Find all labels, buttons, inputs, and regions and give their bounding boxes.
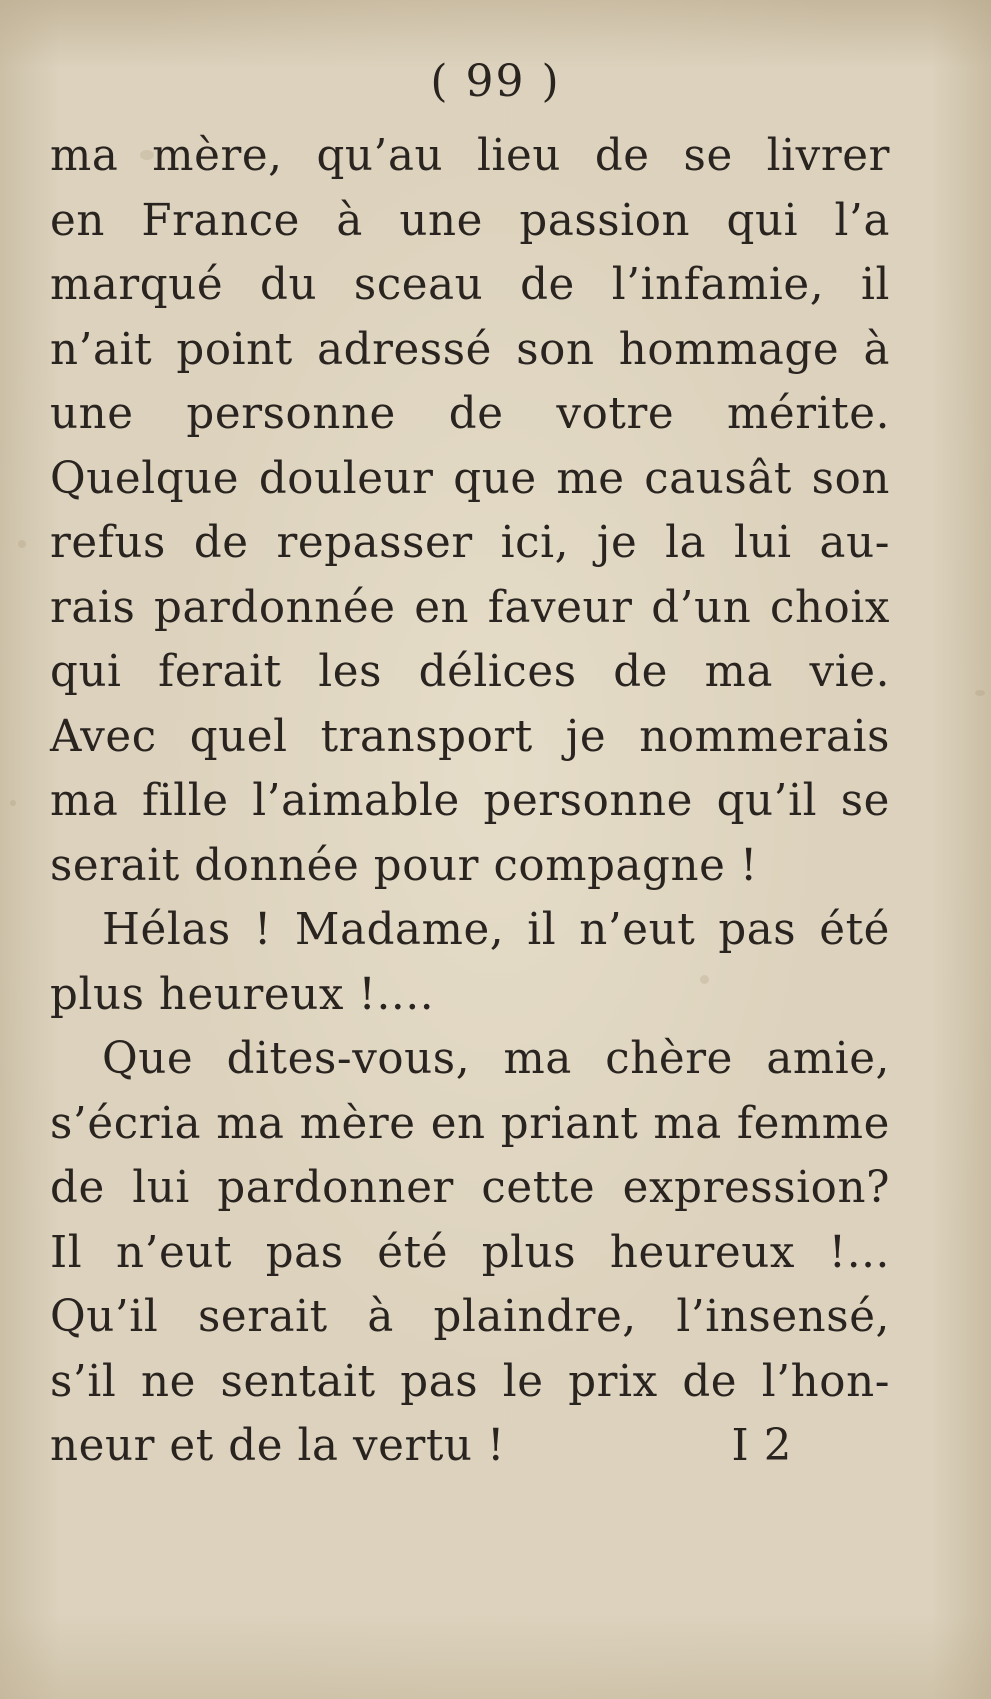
- text-line: s’il ne sentait pas le prix de l’hon-: [50, 1356, 890, 1407]
- text-line: qui ferait les délices de ma vie.: [50, 647, 890, 697]
- text-line: en France à une passion qui l’a: [50, 195, 890, 246]
- text-line: serait donnée pour compagne !: [50, 840, 758, 891]
- text-line: s’écria ma mère en priant ma femme: [50, 1098, 890, 1149]
- page-number-header: ( 99 ): [430, 56, 561, 107]
- foxing-spot: [975, 690, 985, 696]
- foxing-spot: [18, 540, 26, 548]
- text-line: Hélas ! Madame, il n’eut pas été: [102, 905, 890, 955]
- text-line: neur et de la vertu !: [50, 1421, 506, 1471]
- text-line: Que dites-vous, ma chère amie,: [102, 1034, 890, 1084]
- body-text: [50, 124, 890, 1479]
- text-line: Quelque douleur que me causât son: [50, 453, 890, 504]
- text-line: refus de repasser ici, je la lui au-: [50, 518, 890, 568]
- text-line: Qu’il serait à plaindre, l’insensé,: [50, 1292, 890, 1342]
- text-line: plus heureux !....: [50, 969, 435, 1020]
- foxing-spot: [10, 800, 16, 806]
- text-line: de lui pardonner cette expression?: [50, 1163, 890, 1213]
- text-line: Avec quel transport je nommerais: [50, 711, 890, 762]
- text-line: ma fille l’aimable personne qu’il se: [50, 776, 890, 826]
- text-line: n’ait point adressé son hommage à: [50, 324, 890, 375]
- text-line: ma mère, qu’au lieu de se livrer: [50, 131, 890, 181]
- text-line: marqué du sceau de l’infamie, il: [50, 260, 890, 310]
- text-line: une personne de votre mérite.: [50, 389, 890, 439]
- text-line: rais pardonnée en faveur d’un choix: [50, 582, 890, 633]
- text-line-final: [50, 1414, 890, 1479]
- signature-mark: I 2: [731, 1421, 792, 1471]
- text-line: Il n’eut pas été plus heureux !...: [50, 1227, 890, 1278]
